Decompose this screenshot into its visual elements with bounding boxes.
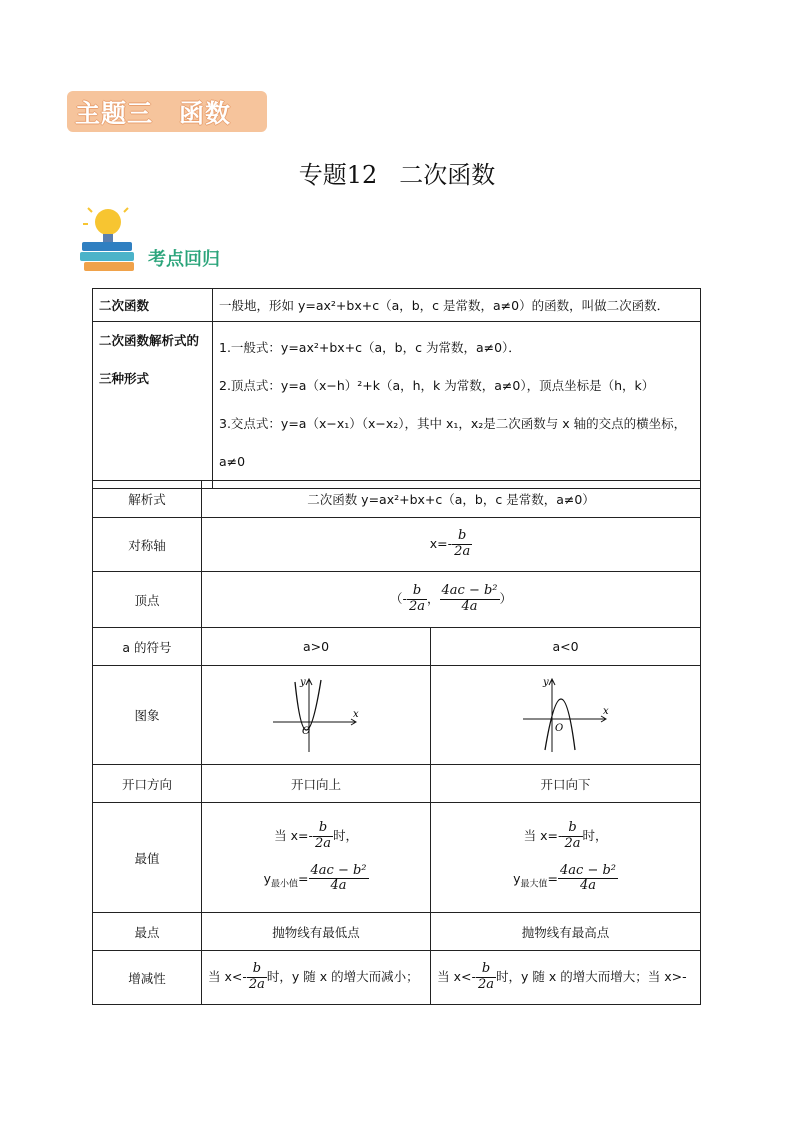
fraction	[247, 962, 267, 993]
row-label: 最点	[93, 913, 202, 951]
row-label: 最值	[93, 803, 202, 913]
point-pos: 抛物线有最低点	[202, 913, 431, 951]
parabola-down-graph	[521, 674, 611, 754]
axis-y-label: y	[300, 676, 306, 688]
frac-num: b	[407, 584, 427, 600]
mono-neg-post: 时，y 随 x 的增大而增大；当 x>-	[496, 969, 687, 984]
table-row	[93, 666, 701, 765]
def-label: 二次函数	[93, 289, 213, 322]
mono-pos-post: 时，y 随 x 的增大而减小；	[266, 969, 419, 984]
when-text: 当 x=-	[274, 827, 313, 843]
frac-den: 2a	[248, 977, 265, 992]
min-subscript: 最小值	[271, 878, 299, 889]
y-symbol: y	[513, 870, 521, 886]
fraction	[558, 864, 618, 895]
axis-prefix: x=-	[429, 536, 453, 551]
frac-den: 4a	[330, 878, 347, 894]
when-text: 当 x=-	[523, 827, 563, 843]
form-vertex: 2.顶点式：y=a（x−h）²+k（a，h，k 为常数，a≠0），顶点坐标是（h，k）	[219, 378, 655, 393]
table-row	[93, 572, 701, 628]
frac-den: 2a	[408, 599, 425, 614]
open-pos: 开口向上	[202, 765, 431, 803]
form-general: 1.一般式：y=ax²+bx+c（a，b，c 为常数，a≠0）．	[219, 340, 521, 355]
table-row	[93, 628, 701, 666]
frac-num: b	[313, 821, 333, 837]
title-number: 专题12	[298, 161, 378, 189]
row-label: a 的符号	[93, 628, 202, 666]
equals: =	[298, 870, 309, 886]
frac-den: 2a	[314, 835, 331, 851]
row-label: 开口方向	[93, 765, 202, 803]
fraction	[407, 584, 427, 615]
fraction	[309, 864, 369, 895]
page-title	[0, 155, 794, 190]
frac-den: 2a	[564, 835, 581, 851]
title-text: 二次函数	[399, 161, 496, 189]
frac-num: b	[562, 821, 582, 837]
extreme-min	[202, 803, 431, 913]
expr-value: 二次函数 y=ax²+bx+c（a，b，c 是常数，a≠0）	[202, 481, 701, 518]
table-row	[93, 289, 701, 322]
sign-pos: a>0	[202, 628, 431, 666]
graph-up-cell	[202, 666, 431, 765]
forms-content	[213, 322, 701, 489]
table-row	[93, 913, 701, 951]
point-neg: 抛物线有最高点	[431, 913, 701, 951]
fraction	[562, 821, 582, 852]
then-text: 时，	[333, 827, 359, 843]
definition-table	[92, 288, 701, 489]
axis-value	[202, 518, 701, 572]
def-text: 一般地，形如 y=ax²+bx+c（a，b，c 是常数，a≠0）的函数，叫做二次函数．	[213, 289, 701, 322]
sign-neg: a<0	[431, 628, 701, 666]
section-title: 考点回归	[148, 249, 220, 270]
frac-num: 4ac − b²	[560, 862, 617, 878]
table-row	[93, 481, 701, 518]
frac-num: 4ac − b²	[310, 862, 367, 878]
extreme-max	[431, 803, 701, 913]
banner-subject: 函数	[179, 99, 232, 128]
frac-num: b	[452, 529, 472, 545]
graph-down-cell	[431, 666, 701, 765]
fraction	[313, 821, 333, 852]
row-label: 图象	[93, 666, 202, 765]
y-symbol: y	[263, 870, 272, 886]
paren-close: ）	[499, 591, 513, 606]
row-label: 对称轴	[93, 518, 202, 572]
max-subscript: 最大值	[520, 878, 548, 889]
table-row	[93, 803, 701, 913]
frac-den: 2a	[454, 544, 471, 559]
row-label: 顶点	[93, 572, 202, 628]
axis-x-label: x	[602, 705, 609, 717]
mono-pos	[202, 951, 431, 1005]
frac-den: 4a	[580, 878, 597, 894]
frac-num: b	[476, 962, 496, 978]
origin-label: O	[554, 722, 563, 734]
mono-neg	[431, 951, 701, 1005]
frac-num: 4ac − b²	[441, 583, 498, 599]
axis-x-label: x	[353, 708, 359, 720]
fraction	[452, 529, 472, 560]
fraction	[476, 962, 496, 993]
equals: =	[547, 870, 559, 886]
paren-open: （-	[389, 591, 407, 606]
comma: ，	[427, 591, 440, 606]
vertex-value	[202, 572, 701, 628]
table-row	[93, 322, 701, 489]
row-label: 解析式	[93, 481, 202, 518]
row-label: 增减性	[93, 951, 202, 1005]
forms-label: 二次函数解析式的三种形式	[93, 322, 213, 489]
axis-y-label: y	[542, 676, 549, 688]
fraction	[440, 584, 500, 615]
table-row	[93, 518, 701, 572]
form-intercept: 3.交点式：y=a（x−x₁）（x−x₂），其中 x₁，x₂是二次函数与 x 轴的交点的横坐标，a≠0	[219, 416, 687, 469]
parabola-up-graph	[271, 674, 361, 754]
frac-den: 2a	[477, 977, 495, 992]
table-row	[93, 951, 701, 1005]
banner-topic: 主题三	[75, 99, 154, 128]
frac-den: 4a	[461, 599, 478, 614]
origin-label: O	[302, 725, 311, 737]
mono-pre: 当 x<-	[208, 969, 247, 984]
then-text: 时，	[582, 827, 608, 843]
book-lightbulb-icon	[78, 204, 138, 274]
frac-num: b	[247, 962, 267, 978]
topic-banner	[67, 91, 267, 132]
open-neg: 开口向下	[431, 765, 701, 803]
table-row	[93, 765, 701, 803]
properties-table	[92, 480, 701, 1005]
mono-pre: 当 x<-	[437, 969, 476, 984]
